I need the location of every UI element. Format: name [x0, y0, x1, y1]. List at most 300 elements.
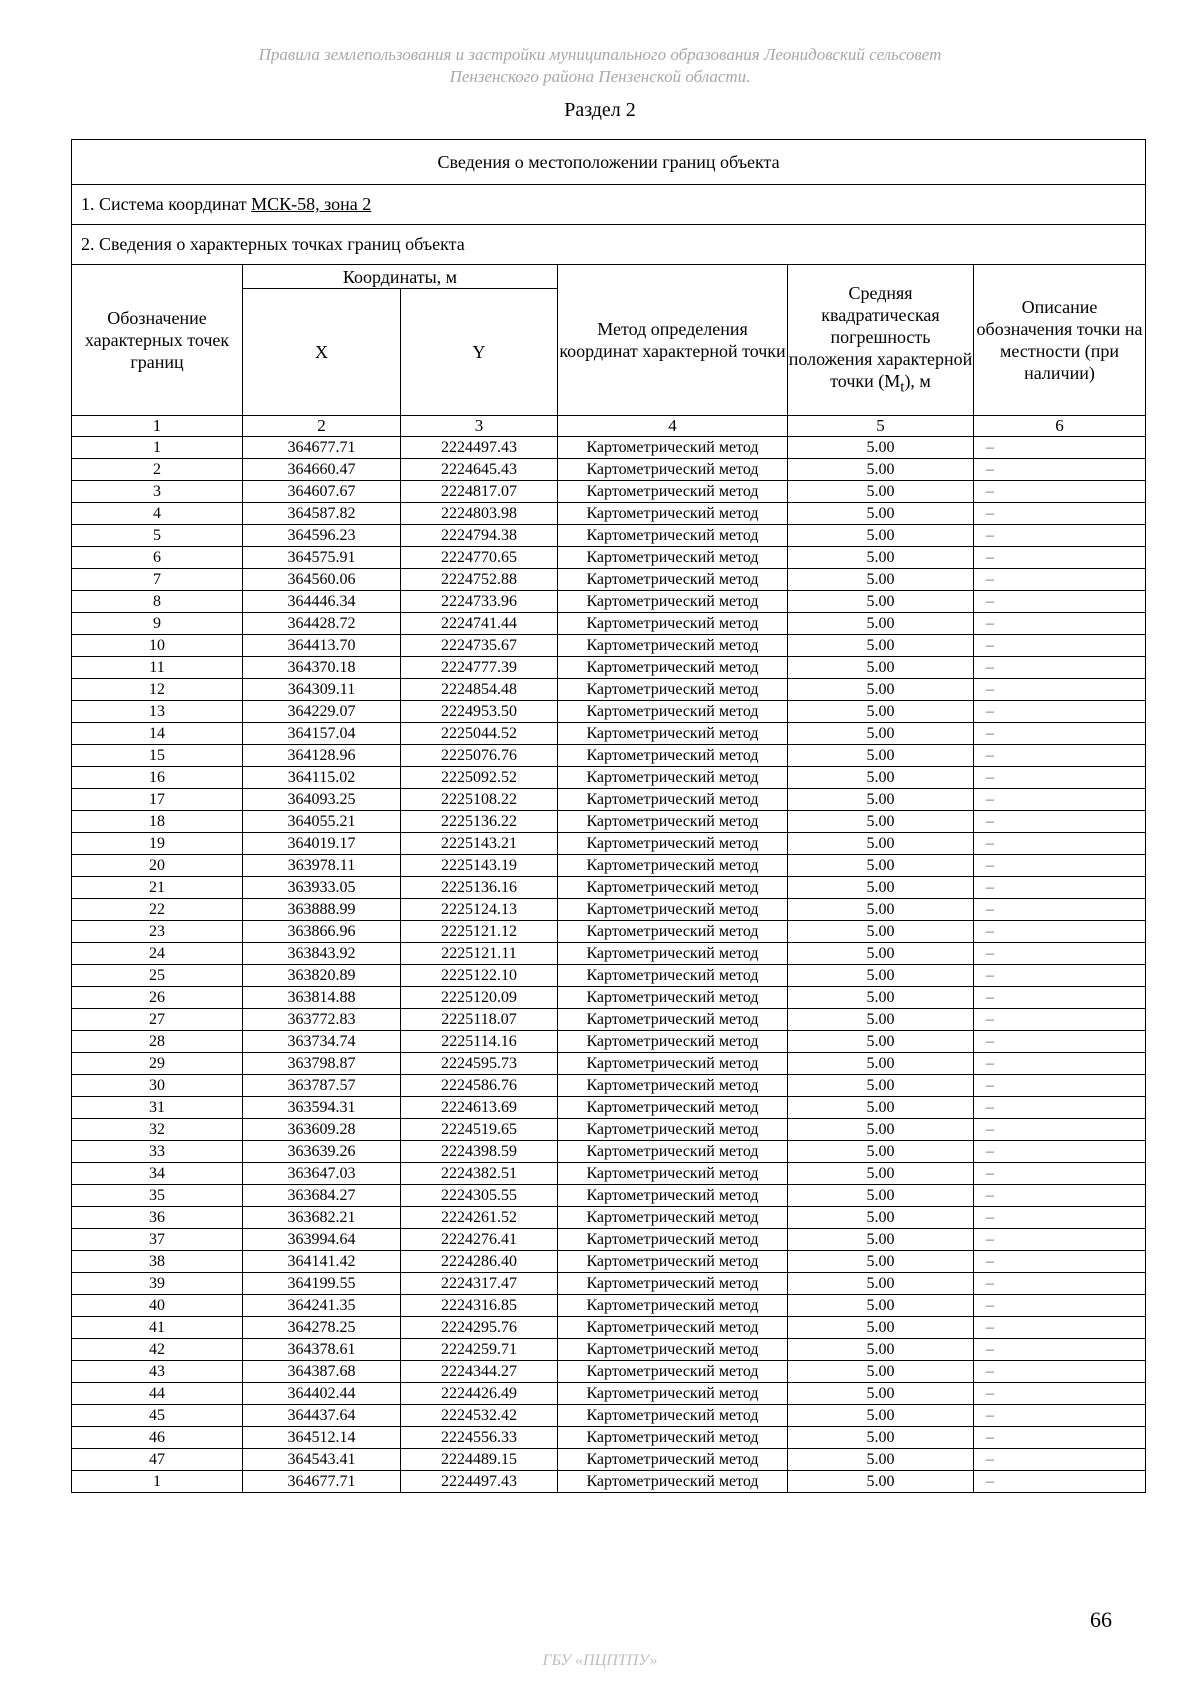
point-number-cell: 36	[72, 1207, 243, 1229]
description-cell: –	[974, 481, 1146, 503]
y-coordinate-cell: 2224426.49	[401, 1383, 558, 1405]
description-cell: –	[974, 591, 1146, 613]
method-cell: Картометрический метод	[558, 701, 788, 723]
x-coordinate-cell: 364596.23	[243, 525, 401, 547]
method-cell: Картометрический метод	[558, 1141, 788, 1163]
method-cell: Картометрический метод	[558, 1185, 788, 1207]
method-cell: Картометрический метод	[558, 723, 788, 745]
method-cell: Картометрический метод	[558, 1031, 788, 1053]
y-coordinate-cell: 2224305.55	[401, 1185, 558, 1207]
table-row	[72, 657, 1146, 679]
point-number-cell: 9	[72, 613, 243, 635]
table-row	[72, 1207, 1146, 1229]
table-banner: Сведения о местоположении границ объекта	[72, 140, 1146, 185]
table-row	[72, 1273, 1146, 1295]
y-coordinate-cell: 2225076.76	[401, 745, 558, 767]
error-cell: 5.00	[788, 1427, 974, 1449]
description-cell: –	[974, 943, 1146, 965]
point-number-cell: 11	[72, 657, 243, 679]
table-row	[72, 899, 1146, 921]
y-coordinate-cell: 2224519.65	[401, 1119, 558, 1141]
method-cell: Картометрический метод	[558, 1295, 788, 1317]
table-row	[72, 1471, 1146, 1493]
y-coordinate-cell: 2225136.16	[401, 877, 558, 899]
error-cell: 5.00	[788, 921, 974, 943]
x-coordinate-cell: 363647.03	[243, 1163, 401, 1185]
method-cell: Картометрический метод	[558, 833, 788, 855]
description-cell: –	[974, 965, 1146, 987]
point-number-cell: 41	[72, 1317, 243, 1339]
x-coordinate-cell: 364199.55	[243, 1273, 401, 1295]
y-coordinate-cell: 2224344.27	[401, 1361, 558, 1383]
error-cell: 5.00	[788, 1449, 974, 1471]
y-coordinate-cell: 2224953.50	[401, 701, 558, 723]
method-cell: Картометрический метод	[558, 1449, 788, 1471]
table-row	[72, 1295, 1146, 1317]
method-cell: Картометрический метод	[558, 745, 788, 767]
column-number: 1	[72, 416, 243, 437]
error-cell: 5.00	[788, 1251, 974, 1273]
description-cell: –	[974, 525, 1146, 547]
error-cell: 5.00	[788, 503, 974, 525]
table-row	[72, 789, 1146, 811]
y-coordinate-cell: 2224794.38	[401, 525, 558, 547]
y-coordinate-cell: 2224735.67	[401, 635, 558, 657]
x-coordinate-cell: 364560.06	[243, 569, 401, 591]
header-error	[788, 265, 974, 416]
x-coordinate-cell: 364309.11	[243, 679, 401, 701]
x-coordinate-cell: 363843.92	[243, 943, 401, 965]
error-cell: 5.00	[788, 657, 974, 679]
point-number-cell: 44	[72, 1383, 243, 1405]
x-coordinate-cell: 363798.87	[243, 1053, 401, 1075]
method-cell: Картометрический метод	[558, 1405, 788, 1427]
header-designation: Обозначение характерных точек границ	[72, 265, 243, 416]
table-row	[72, 547, 1146, 569]
x-coordinate-cell: 363639.26	[243, 1141, 401, 1163]
x-coordinate-cell: 363820.89	[243, 965, 401, 987]
method-cell: Картометрический метод	[558, 1273, 788, 1295]
description-cell: –	[974, 1075, 1146, 1097]
coordinate-system-value: МСК-58, зона 2	[251, 194, 372, 214]
table-row	[72, 811, 1146, 833]
point-number-cell: 40	[72, 1295, 243, 1317]
point-number-cell: 6	[72, 547, 243, 569]
table-row	[72, 679, 1146, 701]
y-coordinate-cell: 2224595.73	[401, 1053, 558, 1075]
method-cell: Картометрический метод	[558, 481, 788, 503]
method-cell: Картометрический метод	[558, 525, 788, 547]
x-coordinate-cell: 364446.34	[243, 591, 401, 613]
method-cell: Картометрический метод	[558, 965, 788, 987]
point-number-cell: 1	[72, 1471, 243, 1493]
section-title: Раздел 2	[564, 99, 636, 121]
error-cell: 5.00	[788, 745, 974, 767]
y-coordinate-cell: 2225121.11	[401, 943, 558, 965]
method-cell: Картометрический метод	[558, 591, 788, 613]
x-coordinate-cell: 364677.71	[243, 1471, 401, 1493]
point-number-cell: 21	[72, 877, 243, 899]
table-row	[72, 503, 1146, 525]
method-cell: Картометрический метод	[558, 1075, 788, 1097]
method-cell: Картометрический метод	[558, 657, 788, 679]
point-number-cell: 17	[72, 789, 243, 811]
point-number-cell: 30	[72, 1075, 243, 1097]
description-cell: –	[974, 1427, 1146, 1449]
point-number-cell: 18	[72, 811, 243, 833]
page-number: 66	[1090, 1607, 1112, 1632]
y-coordinate-cell: 2224497.43	[401, 1471, 558, 1493]
x-coordinate-cell: 364387.68	[243, 1361, 401, 1383]
point-number-cell: 37	[72, 1229, 243, 1251]
point-number-cell: 24	[72, 943, 243, 965]
table-row	[72, 1031, 1146, 1053]
column-number: 6	[974, 416, 1146, 437]
x-coordinate-cell: 364370.18	[243, 657, 401, 679]
description-cell: –	[974, 1273, 1146, 1295]
y-coordinate-cell: 2224733.96	[401, 591, 558, 613]
x-coordinate-cell: 364141.42	[243, 1251, 401, 1273]
description-cell: –	[974, 613, 1146, 635]
description-cell: –	[974, 789, 1146, 811]
description-cell: –	[974, 657, 1146, 679]
table-row	[72, 1075, 1146, 1097]
error-cell: 5.00	[788, 1471, 974, 1493]
method-cell: Картометрический метод	[558, 987, 788, 1009]
error-cell: 5.00	[788, 679, 974, 701]
description-cell: –	[974, 503, 1146, 525]
page-header-line-2: Пензенского района Пензенской области.	[449, 67, 751, 86]
point-number-cell: 42	[72, 1339, 243, 1361]
table-row	[72, 1163, 1146, 1185]
error-cell: 5.00	[788, 1097, 974, 1119]
header-y: Y	[401, 289, 558, 416]
x-coordinate-cell: 363866.96	[243, 921, 401, 943]
method-cell: Картометрический метод	[558, 679, 788, 701]
method-cell: Картометрический метод	[558, 1339, 788, 1361]
point-number-cell: 2	[72, 459, 243, 481]
method-cell: Картометрический метод	[558, 1119, 788, 1141]
y-coordinate-cell: 2224276.41	[401, 1229, 558, 1251]
error-cell: 5.00	[788, 701, 974, 723]
description-cell: –	[974, 547, 1146, 569]
table-row	[72, 459, 1146, 481]
table-row	[72, 701, 1146, 723]
description-cell: –	[974, 1141, 1146, 1163]
coordinate-system-label: 1. Система координат	[81, 194, 252, 214]
method-cell: Картометрический метод	[558, 569, 788, 591]
y-coordinate-cell: 2225121.12	[401, 921, 558, 943]
description-cell: –	[974, 437, 1146, 459]
table-row	[72, 1449, 1146, 1471]
x-coordinate-cell: 364543.41	[243, 1449, 401, 1471]
point-number-cell: 34	[72, 1163, 243, 1185]
description-cell: –	[974, 877, 1146, 899]
error-cell: 5.00	[788, 525, 974, 547]
error-cell: 5.00	[788, 1075, 974, 1097]
method-cell: Картометрический метод	[558, 1229, 788, 1251]
point-number-cell: 10	[72, 635, 243, 657]
description-cell: –	[974, 899, 1146, 921]
method-cell: Картометрический метод	[558, 921, 788, 943]
table-row	[72, 1427, 1146, 1449]
error-cell: 5.00	[788, 965, 974, 987]
x-coordinate-cell: 363682.21	[243, 1207, 401, 1229]
description-cell: –	[974, 459, 1146, 481]
table-row	[72, 569, 1146, 591]
method-cell: Картометрический метод	[558, 437, 788, 459]
method-cell: Картометрический метод	[558, 1251, 788, 1273]
description-cell: –	[974, 855, 1146, 877]
method-cell: Картометрический метод	[558, 811, 788, 833]
x-coordinate-cell: 363888.99	[243, 899, 401, 921]
description-cell: –	[974, 1009, 1146, 1031]
description-cell: –	[974, 1053, 1146, 1075]
x-coordinate-cell: 364437.64	[243, 1405, 401, 1427]
table-row	[72, 745, 1146, 767]
error-cell: 5.00	[788, 1163, 974, 1185]
description-cell: –	[974, 1163, 1146, 1185]
x-coordinate-cell: 363787.57	[243, 1075, 401, 1097]
y-coordinate-cell: 2224803.98	[401, 503, 558, 525]
y-coordinate-cell: 2224261.52	[401, 1207, 558, 1229]
y-coordinate-cell: 2224295.76	[401, 1317, 558, 1339]
description-cell: –	[974, 723, 1146, 745]
error-cell: 5.00	[788, 789, 974, 811]
description-cell: –	[974, 1207, 1146, 1229]
method-cell: Картометрический метод	[558, 1207, 788, 1229]
description-cell: –	[974, 1361, 1146, 1383]
table-row	[72, 1361, 1146, 1383]
x-coordinate-cell: 363734.74	[243, 1031, 401, 1053]
description-cell: –	[974, 767, 1146, 789]
table-row	[72, 1185, 1146, 1207]
table-row	[72, 591, 1146, 613]
x-coordinate-cell: 364241.35	[243, 1295, 401, 1317]
point-number-cell: 27	[72, 1009, 243, 1031]
table-row	[72, 1009, 1146, 1031]
point-number-cell: 14	[72, 723, 243, 745]
method-cell: Картометрический метод	[558, 1053, 788, 1075]
y-coordinate-cell: 2225118.07	[401, 1009, 558, 1031]
error-cell: 5.00	[788, 767, 974, 789]
x-coordinate-cell: 363814.88	[243, 987, 401, 1009]
error-cell: 5.00	[788, 723, 974, 745]
point-number-cell: 1	[72, 437, 243, 459]
table-row	[72, 613, 1146, 635]
header-error-text: Средняя квадратическая погрешность положения характерной точки (М	[788, 282, 973, 391]
error-cell: 5.00	[788, 1009, 974, 1031]
table-body	[72, 437, 1146, 1493]
x-coordinate-cell: 364677.71	[243, 437, 401, 459]
y-coordinate-cell: 2225124.13	[401, 899, 558, 921]
error-cell: 5.00	[788, 1185, 974, 1207]
description-cell: –	[974, 701, 1146, 723]
error-cell: 5.00	[788, 1119, 974, 1141]
point-number-cell: 31	[72, 1097, 243, 1119]
point-number-cell: 33	[72, 1141, 243, 1163]
x-coordinate-cell: 364157.04	[243, 723, 401, 745]
y-coordinate-cell: 2224382.51	[401, 1163, 558, 1185]
method-cell: Картометрический метод	[558, 1097, 788, 1119]
y-coordinate-cell: 2224854.48	[401, 679, 558, 701]
x-coordinate-cell: 363994.64	[243, 1229, 401, 1251]
method-cell: Картометрический метод	[558, 767, 788, 789]
point-number-cell: 32	[72, 1119, 243, 1141]
y-coordinate-cell: 2224286.40	[401, 1251, 558, 1273]
point-number-cell: 22	[72, 899, 243, 921]
description-cell: –	[974, 1097, 1146, 1119]
y-coordinate-cell: 2225136.22	[401, 811, 558, 833]
point-number-cell: 46	[72, 1427, 243, 1449]
y-coordinate-cell: 2224777.39	[401, 657, 558, 679]
method-cell: Картометрический метод	[558, 547, 788, 569]
method-cell: Картометрический метод	[558, 503, 788, 525]
x-coordinate-cell: 364428.72	[243, 613, 401, 635]
description-cell: –	[974, 1119, 1146, 1141]
point-number-cell: 4	[72, 503, 243, 525]
point-number-cell: 16	[72, 767, 243, 789]
boundary-points-table	[71, 139, 1146, 1493]
description-cell: –	[974, 833, 1146, 855]
error-cell: 5.00	[788, 1361, 974, 1383]
point-number-cell: 26	[72, 987, 243, 1009]
table-row	[72, 1317, 1146, 1339]
error-cell: 5.00	[788, 635, 974, 657]
x-coordinate-cell: 364660.47	[243, 459, 401, 481]
y-coordinate-cell: 2224556.33	[401, 1427, 558, 1449]
y-coordinate-cell: 2224497.43	[401, 437, 558, 459]
error-cell: 5.00	[788, 899, 974, 921]
error-cell: 5.00	[788, 855, 974, 877]
header-error-subscript: t	[900, 379, 905, 396]
x-coordinate-cell: 364413.70	[243, 635, 401, 657]
point-number-cell: 19	[72, 833, 243, 855]
error-cell: 5.00	[788, 459, 974, 481]
description-cell: –	[974, 921, 1146, 943]
y-coordinate-cell: 2224532.42	[401, 1405, 558, 1427]
points-caption: 2. Сведения о характерных точках границ объекта	[72, 225, 1146, 265]
header-error-suffix: ), м	[904, 370, 931, 391]
x-coordinate-cell: 364512.14	[243, 1427, 401, 1449]
table-row	[72, 1119, 1146, 1141]
method-cell: Картометрический метод	[558, 789, 788, 811]
x-coordinate-cell: 364607.67	[243, 481, 401, 503]
table-row	[72, 1405, 1146, 1427]
y-coordinate-cell: 2224741.44	[401, 613, 558, 635]
y-coordinate-cell: 2224770.65	[401, 547, 558, 569]
method-cell: Картометрический метод	[558, 1361, 788, 1383]
error-cell: 5.00	[788, 1141, 974, 1163]
point-number-cell: 45	[72, 1405, 243, 1427]
table-row	[72, 877, 1146, 899]
table-row	[72, 767, 1146, 789]
error-cell: 5.00	[788, 1405, 974, 1427]
error-cell: 5.00	[788, 547, 974, 569]
column-numbers-row	[72, 416, 1146, 437]
description-cell: –	[974, 1317, 1146, 1339]
description-cell: –	[974, 987, 1146, 1009]
description-cell: –	[974, 1471, 1146, 1493]
x-coordinate-cell: 364055.21	[243, 811, 401, 833]
error-cell: 5.00	[788, 1053, 974, 1075]
x-coordinate-cell: 363594.31	[243, 1097, 401, 1119]
x-coordinate-cell: 364402.44	[243, 1383, 401, 1405]
error-cell: 5.00	[788, 591, 974, 613]
description-cell: –	[974, 1405, 1146, 1427]
column-number: 3	[401, 416, 558, 437]
x-coordinate-cell: 363933.05	[243, 877, 401, 899]
table-row	[72, 833, 1146, 855]
error-cell: 5.00	[788, 987, 974, 1009]
point-number-cell: 12	[72, 679, 243, 701]
method-cell: Картометрический метод	[558, 855, 788, 877]
y-coordinate-cell: 2225122.10	[401, 965, 558, 987]
error-cell: 5.00	[788, 481, 974, 503]
x-coordinate-cell: 364278.25	[243, 1317, 401, 1339]
method-cell: Картометрический метод	[558, 613, 788, 635]
method-cell: Картометрический метод	[558, 1163, 788, 1185]
point-number-cell: 3	[72, 481, 243, 503]
y-coordinate-cell: 2224489.15	[401, 1449, 558, 1471]
x-coordinate-cell: 364575.91	[243, 547, 401, 569]
y-coordinate-cell: 2224259.71	[401, 1339, 558, 1361]
y-coordinate-cell: 2224316.85	[401, 1295, 558, 1317]
table-row	[72, 855, 1146, 877]
table-row	[72, 1053, 1146, 1075]
error-cell: 5.00	[788, 1207, 974, 1229]
description-cell: –	[974, 1185, 1146, 1207]
header-description: Описание обозначения точки на местности (при наличии)	[974, 265, 1146, 416]
y-coordinate-cell: 2225120.09	[401, 987, 558, 1009]
point-number-cell: 23	[72, 921, 243, 943]
description-cell: –	[974, 1229, 1146, 1251]
point-number-cell: 39	[72, 1273, 243, 1295]
method-cell: Картометрический метод	[558, 459, 788, 481]
table-row	[72, 1251, 1146, 1273]
x-coordinate-cell: 364229.07	[243, 701, 401, 723]
column-number: 5	[788, 416, 974, 437]
point-number-cell: 35	[72, 1185, 243, 1207]
description-cell: –	[974, 1251, 1146, 1273]
description-cell: –	[974, 1383, 1146, 1405]
description-cell: –	[974, 569, 1146, 591]
point-number-cell: 28	[72, 1031, 243, 1053]
method-cell: Картометрический метод	[558, 1471, 788, 1493]
point-number-cell: 47	[72, 1449, 243, 1471]
table-row	[72, 1097, 1146, 1119]
error-cell: 5.00	[788, 1339, 974, 1361]
y-coordinate-cell: 2225092.52	[401, 767, 558, 789]
table-row	[72, 1383, 1146, 1405]
x-coordinate-cell: 363609.28	[243, 1119, 401, 1141]
y-coordinate-cell: 2224752.88	[401, 569, 558, 591]
point-number-cell: 7	[72, 569, 243, 591]
x-coordinate-cell: 364115.02	[243, 767, 401, 789]
table-row	[72, 437, 1146, 459]
y-coordinate-cell: 2225143.19	[401, 855, 558, 877]
method-cell: Картометрический метод	[558, 1317, 788, 1339]
point-number-cell: 29	[72, 1053, 243, 1075]
error-cell: 5.00	[788, 1317, 974, 1339]
table-row	[72, 987, 1146, 1009]
x-coordinate-cell: 364378.61	[243, 1339, 401, 1361]
x-coordinate-cell: 364587.82	[243, 503, 401, 525]
error-cell: 5.00	[788, 833, 974, 855]
y-coordinate-cell: 2224613.69	[401, 1097, 558, 1119]
x-coordinate-cell: 363978.11	[243, 855, 401, 877]
description-cell: –	[974, 1339, 1146, 1361]
